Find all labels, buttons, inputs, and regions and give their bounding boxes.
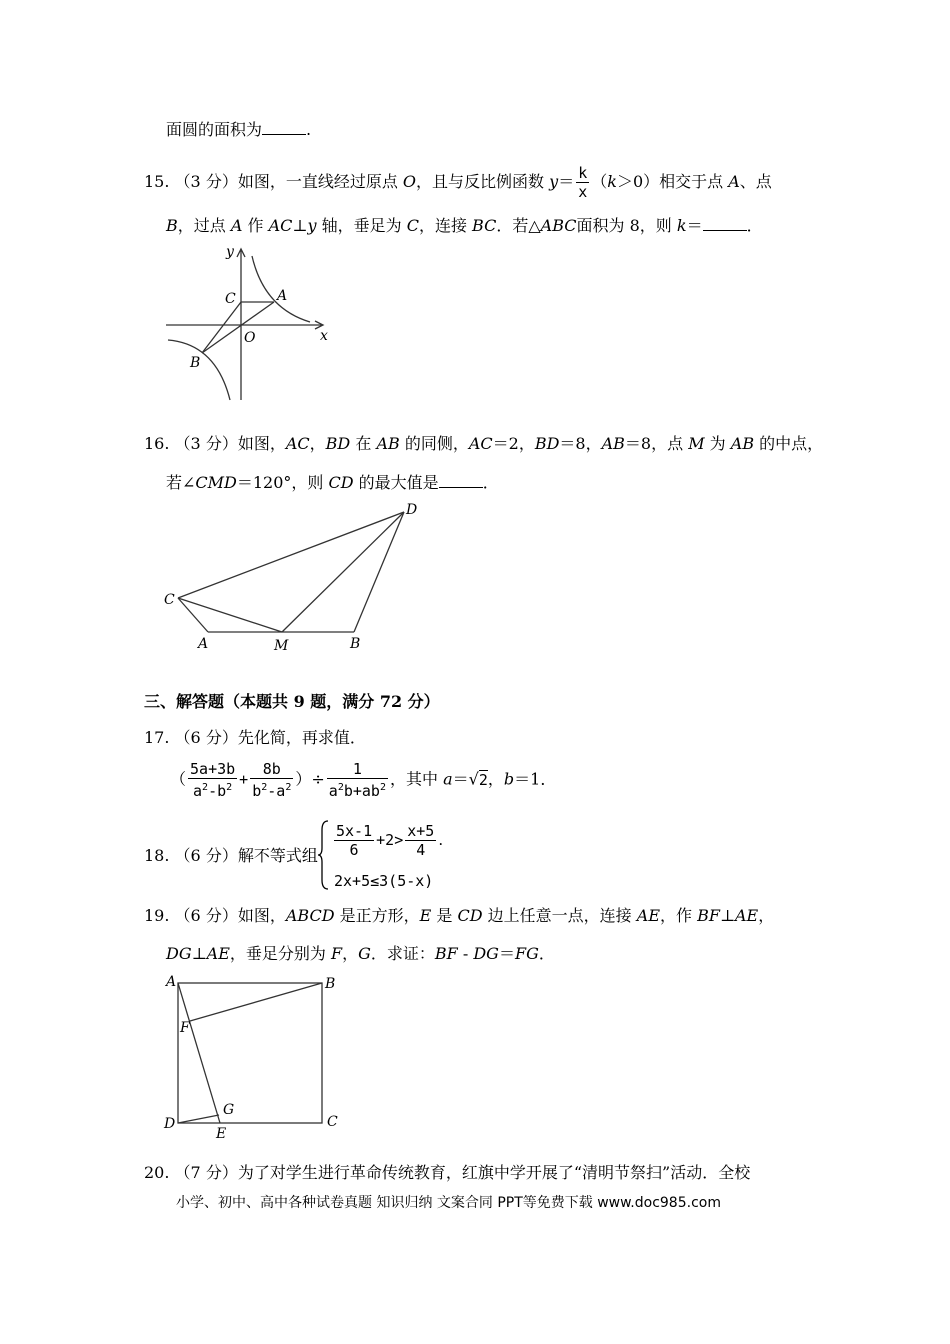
q16-line1: 16. （3 分）如图，AC，BD 在 AB 的同侧，AC＝2，BD＝8，AB＝8，点 M 为 AB 的中点， xyxy=(144,434,824,453)
label-G: G xyxy=(223,1102,235,1118)
label-B: B xyxy=(190,355,201,371)
segment-DG xyxy=(178,1115,219,1123)
inequality-1: $\frac{5x-1}{6}$ +2> $\frac{x+5}{4}$ . xyxy=(336,822,444,859)
segment-MD xyxy=(282,512,404,632)
label-C: C xyxy=(327,1114,338,1130)
q15-figure xyxy=(160,240,340,405)
q17-expression: （ $\frac{5a+3b}{a^2-b^2}$ + $\frac{8b}{b^2-a^2}$ ）÷ $\frac{1}{a^2b+ab^2}$ ，其中 a＝√2，b＝1． xyxy=(170,760,557,800)
q19-figure xyxy=(160,970,350,1145)
fraction-2: $\frac{8b}{b^2-a^2}$ xyxy=(252,760,292,800)
q16-line2: 若∠CMD＝120°，则 CD 的最大值是 ． xyxy=(166,473,499,492)
q20-line1: 20. （7 分）为了对学生进行革命传统教育，红旗中学开展了“清明节祭扫”活动．全校 xyxy=(144,1163,751,1182)
answer-blank xyxy=(439,473,483,488)
label-C: C xyxy=(225,291,236,307)
page-footer: 小学、初中、高中各种试卷真题 知识归纳 文案合同 PPT等免费下载 www.doc985.com xyxy=(176,1195,721,1211)
label-C: C xyxy=(164,592,175,608)
label-y: y xyxy=(226,244,234,260)
label-D: D xyxy=(164,1116,176,1132)
label-E: E xyxy=(216,1126,227,1142)
q17-line1: 17. （6 分）先化简，再求值． xyxy=(144,728,366,747)
label-x: x xyxy=(320,328,328,344)
label-O: O xyxy=(244,330,256,346)
label-D: D xyxy=(406,502,418,518)
line-AB xyxy=(202,302,274,353)
segment-CD xyxy=(178,512,404,598)
segment-BF xyxy=(190,983,322,1021)
answer-blank xyxy=(262,120,306,135)
answer-blank xyxy=(703,216,747,231)
q15-line2: B，过点 A 作 AC⊥y 轴，垂足为 C，连接 BC．若△ABC面积为 8，则 k＝ ． xyxy=(166,216,763,235)
label-A: A xyxy=(166,974,177,990)
sqrt-sign: √ xyxy=(468,769,479,789)
q19-line2: DG⊥AE，垂足分别为 F，G．求证：BF - DG＝FG． xyxy=(166,944,555,963)
section-3-title: 三、解答题（本题共 9 题，满分 72 分） xyxy=(144,692,440,711)
q14-tail: 面圆的面积为 . xyxy=(166,120,312,139)
label-A: A xyxy=(277,288,288,304)
fraction-1: $\frac{5a+3b}{a^2-b^2}$ xyxy=(190,760,236,800)
k-over-x-fraction: $\frac{k}{x}$ xyxy=(578,164,588,201)
left-brace xyxy=(320,820,326,890)
label-B: B xyxy=(350,636,361,652)
label-A: A xyxy=(198,636,209,652)
label-F: F xyxy=(180,1020,190,1036)
segment-AE xyxy=(178,983,220,1123)
inequality-2: 2x+5≤3(5-x) xyxy=(334,872,434,890)
q16-figure xyxy=(160,496,430,656)
q18-line: 18. （6 分）解不等式组 xyxy=(144,846,318,865)
segment-BD xyxy=(354,512,404,632)
fraction-3: $\frac{1}{a^2b+ab^2}$ xyxy=(328,760,386,800)
q15-line1: 15. （3 分）如图，一直线经过原点 O，且与反比例函数 y＝ $\frac{k}{x}$ （k＞0）相交于点 A、点 xyxy=(144,164,772,201)
label-B: B xyxy=(325,976,336,992)
label-M: M xyxy=(274,638,289,654)
q19-line1: 19. （6 分）如图，ABCD 是正方形，E 是 CD 边上任意一点，连接 AE，作 BF⊥AE， xyxy=(144,906,775,925)
segment-BC xyxy=(202,302,241,353)
